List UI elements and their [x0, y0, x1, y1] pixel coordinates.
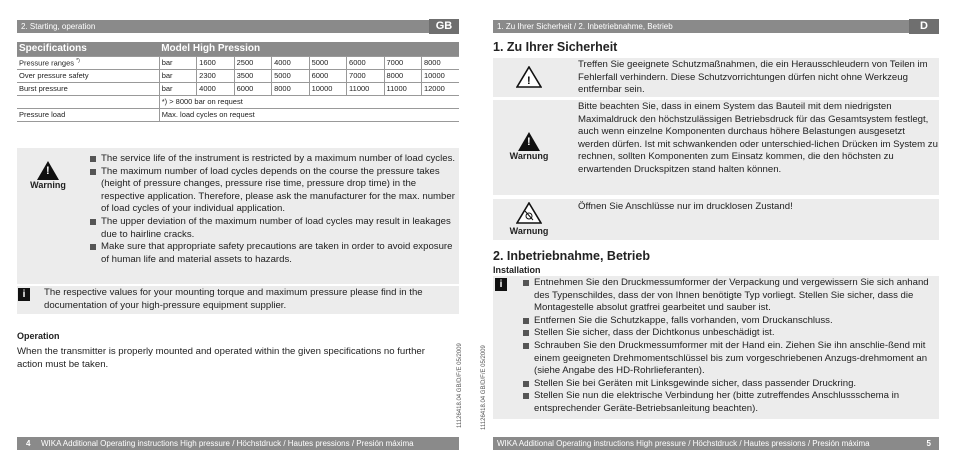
table-row [17, 108, 459, 121]
installation-heading: Installation [493, 265, 541, 275]
list-item: The maximum number of load cycles depends on the course the pressure takes (height of pressure changes, pressure rise time, pressure drop time) in the respective application. Therefore, please ask the manufacturer for the max. number of load cycles of your individual application. [89, 166, 459, 216]
section2-heading: 2. Inbetriebnahme, Betrieb [493, 249, 650, 263]
cell: 12000 [421, 82, 459, 95]
list-item: Stellen Sie bei Geräten mit Linksgewinde sicher, dass passender Druckring. [522, 378, 936, 391]
info-text: The respective values for your mounting torque and maximum pressure please find in the documentation of your high-pressure equipment supplier. [44, 287, 423, 311]
side-code: 11126418.04 GB/D/F/E 05/2009 [481, 345, 487, 430]
list-item: Make sure that appropriate safety precautions are taken in order to avoid exposure of human life and material assets to hazards. [89, 241, 459, 266]
hazard-icon [504, 202, 554, 236]
cell: 7000 [384, 56, 421, 69]
list-item: Stellen Sie nun die elektrische Verbindung her (bitte zutreffendes Anschlussschema in entsprechender Geräte-Betriebsanleitung beachten). [522, 390, 936, 415]
operation-text: When the transmitter is properly mounted and operated within the given specifications no further action must be taken. [17, 346, 425, 370]
install-list [522, 277, 936, 416]
cell: 5000 [309, 56, 346, 69]
footnote: *) > 8000 bar on request [159, 95, 459, 108]
operation-heading: Operation [17, 331, 60, 341]
left-page-number: 4 [26, 439, 31, 448]
row-unit: bar [159, 82, 196, 95]
footnote-mark: *) [76, 57, 80, 64]
right-page [477, 0, 954, 471]
cell: 11000 [347, 82, 384, 95]
warning-icon: ! Warnung [504, 132, 554, 161]
cell: 4000 [272, 56, 309, 69]
right-header-bar [493, 20, 939, 33]
section1-heading: 1. Zu Ihrer Sicherheit [493, 40, 618, 54]
spec-head-label: Specifications [17, 42, 159, 56]
left-footer-text: WIKA Additional Operating instructions High pressure / Höchstdruck / Hautes pressions / Presión máxima [41, 439, 414, 448]
warn2-text: Bitte beachten Sie, dass in einem System das Bauteil mit dem niedrigsten Maximaldruck den höchstzulässigen Betriebsdruck für das Gesamtsystem festlegt, auch wenn einzelne Komponenten durchaus höhere Belastungen ausgesetzt werden dürfen. Ist mit schwankenden oder unterschied-lichen Drücken im System zu rechnen, sollten Komponenten zum Einsatz kommen, die den höchsten zu erwartenden Druckspitzen stand halten können. [578, 101, 938, 175]
spec-head-model: Model High Pression [159, 42, 459, 56]
list-item: Entnehmen Sie den Druckmessumformer der Verpackung und vergewissern Sie sich anhand des Typenschildes, dass der von Ihnen benötigte Typ vorliegt. Stellen Sie sicher, dass die Montagestelle absolut gratfrei gearbeitet und sauber ist. [522, 277, 936, 315]
cell: 1600 [197, 56, 234, 69]
row-label: Burst pressure [17, 82, 159, 95]
cell: 10000 [421, 69, 459, 82]
list-item: Stellen Sie sicher, dass der Dichtkonus unbeschädigt ist. [522, 327, 936, 340]
cell: 3500 [234, 69, 271, 82]
right-footer-bar [493, 437, 939, 450]
cell: 6000 [234, 82, 271, 95]
list-item: The upper deviation of the maximum number of load cycles may result in leakages due to hairline cracks. [89, 216, 459, 241]
svg-text:!: ! [527, 75, 531, 87]
cell: 4000 [197, 82, 234, 95]
left-header-bar [17, 20, 459, 33]
warn3-text: Öffnen Sie Anschlüsse nur im drucklosen Zustand! [578, 201, 793, 212]
table-row [17, 82, 459, 95]
table-row [17, 56, 459, 69]
warn2-label: Warnung [509, 151, 549, 161]
cell: 2300 [197, 69, 234, 82]
spec-head-row [17, 42, 459, 56]
cell: 8000 [272, 82, 309, 95]
side-code: 11126418.04 GB/D/F/E 05/2009 [457, 343, 463, 428]
table-row [17, 95, 459, 108]
left-lang-tag: GB [429, 19, 459, 34]
table-row [17, 69, 459, 82]
warning-label: Warning [30, 180, 66, 190]
cell: 6000 [309, 69, 346, 82]
info-icon: i [495, 278, 507, 291]
cell: 11000 [384, 82, 421, 95]
warn3-label: Warnung [509, 226, 549, 236]
left-footer-bar [17, 437, 459, 450]
row-unit: bar [159, 56, 196, 69]
cell: 10000 [309, 82, 346, 95]
info-icon: i [18, 288, 30, 301]
right-lang-tag: D [909, 19, 939, 34]
row-label: Pressure ranges [19, 58, 75, 68]
cell: 7000 [347, 69, 384, 82]
warn1-text: Treffen Sie geeignete Schutzmaßnahmen, die ein Herausschleudern von Teilen im Fehlerfall verhindern. Diese Schutzvorrichtungen dürfen nicht ohne Werkzeug entfernbar sein. [578, 59, 928, 96]
list-item: Entfernen Sie die Schutzkappe, falls vorhanden, vom Druckanschluss. [522, 315, 936, 328]
cell: 5000 [272, 69, 309, 82]
cell: 8000 [421, 56, 459, 69]
right-header-title: 1. Zu Ihrer Sicherheit / 2. Inbetriebnahme, Betrieb [497, 22, 673, 31]
cell: 2500 [234, 56, 271, 69]
load-value: Max. load cycles on request [159, 108, 459, 121]
row-label: Pressure load [17, 108, 159, 121]
cell: 8000 [384, 69, 421, 82]
warning-list [89, 153, 459, 266]
spec-table [17, 42, 459, 122]
row-label: Over pressure safety [17, 69, 159, 82]
left-header-title: 2. Starting, operation [21, 22, 96, 31]
cell: 6000 [347, 56, 384, 69]
right-page-number: 5 [926, 439, 931, 448]
row-unit: bar [159, 69, 196, 82]
list-item: Schrauben Sie den Druckmessumformer mit der Hand ein. Ziehen Sie ihn anschlie-ßend mit einem geeigneten Drehmomentschlüssel bis zum vorgeschriebenen Anzugs-drehmoment an (siehe Angabe des HD-Rohrlieferanten). [522, 340, 936, 378]
list-item: The service life of the instrument is restricted by a maximum number of load cycles. [89, 153, 459, 166]
warning-icon: ! Warning [28, 161, 68, 190]
warning-triangle-icon [516, 66, 542, 93]
right-footer-text: WIKA Additional Operating instructions High pressure / Höchstdruck / Hautes pressions / Presión máxima [497, 439, 870, 448]
